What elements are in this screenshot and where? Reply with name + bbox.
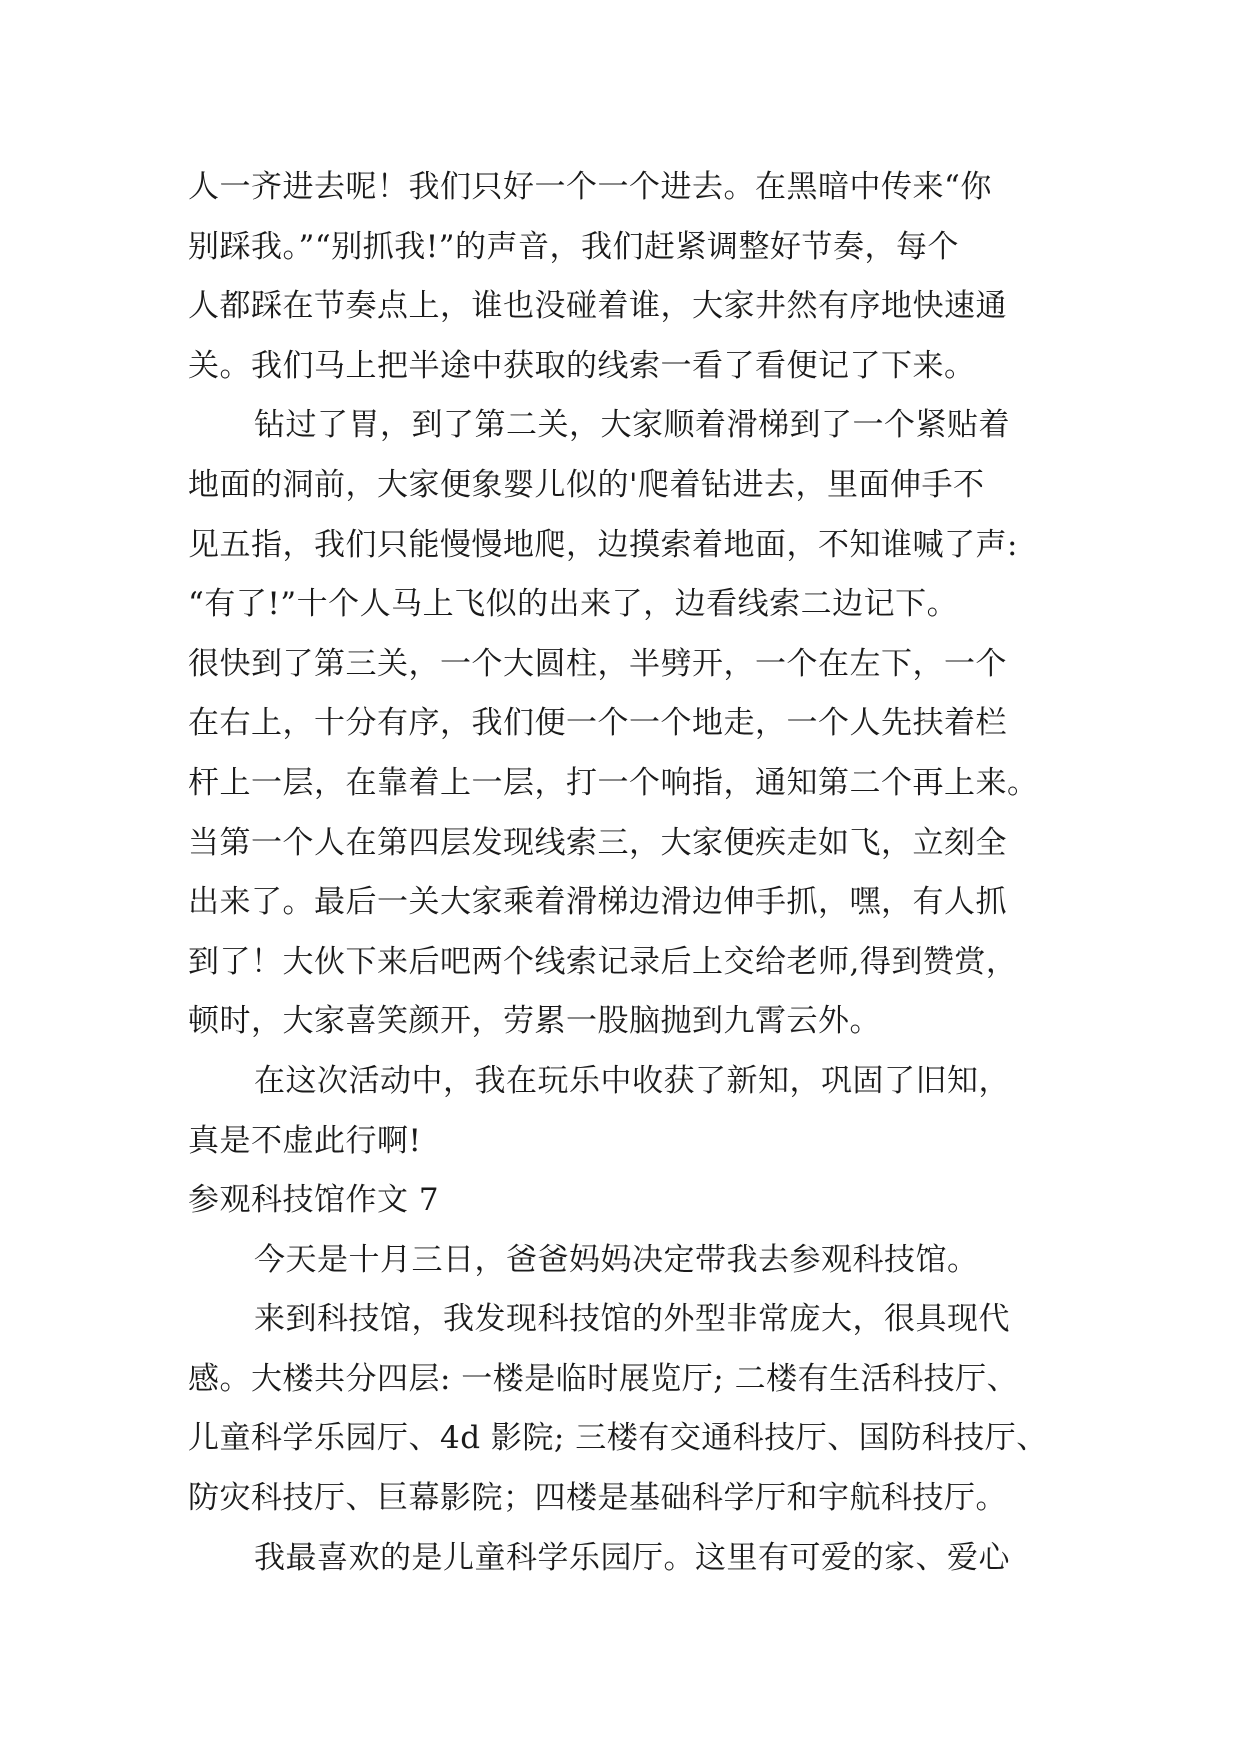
text-line: 今天是十月三日，爸爸妈妈决定带我去参观科技馆。: [254, 1241, 979, 1278]
text-line: “有了!”十个人马上飞似的出来了，边看线索二边记下。: [188, 586, 959, 623]
text-line: 见五指，我们只能慢慢地爬，边摸索着地面，不知谁喊了声:: [188, 526, 1018, 563]
text-line: 很快到了第三关，一个大圆柱，半劈开，一个在左下，一个: [188, 645, 1007, 682]
text-line: 到了！大伙下来后吧两个线索记录后上交给老师,得到赞赏，: [188, 943, 1018, 980]
section-heading: 参观科技馆作文 7: [188, 1182, 440, 1219]
text-line: 感。大楼共分四层: 一楼是临时展览厅; 二楼有生活科技厅、: [188, 1360, 1019, 1397]
text-line: 地面的洞前，大家便象婴儿似的'爬着钻进去，里面伸手不: [188, 466, 985, 503]
text-line: 关。我们马上把半途中获取的线索一看了看便记了下来。: [188, 347, 976, 384]
text-line: 在这次活动中，我在玩乐中收获了新知，巩固了旧知，: [254, 1062, 1010, 1099]
text-line: 别踩我。”“别抓我!”的声音，我们赶紧调整好节奏，每个: [188, 228, 959, 265]
text-line: 我最喜欢的是儿童科学乐园厅。这里有可爱的家、爱心: [254, 1539, 1010, 1576]
text-line: 顿时，大家喜笑颜开，劳累一股脑抛到九霄云外。: [188, 1003, 881, 1040]
text-line: 在右上，十分有序，我们便一个一个地走，一个人先扶着栏: [188, 705, 1007, 742]
text-line: 钻过了胃，到了第二关，大家顺着滑梯到了一个紧贴着: [254, 407, 1010, 444]
text-line: 儿童科学乐园厅、4d 影院; 三楼有交通科技厅、国防科技厅、: [188, 1420, 1048, 1457]
text-line: 真是不虚此行啊!: [188, 1122, 422, 1159]
text-line: 人一齐进去呢！我们只好一个一个进去。在黑暗中传来“你: [188, 169, 992, 205]
text-line: 来到科技馆，我发现科技馆的外型非常庞大，很具现代: [254, 1301, 1010, 1338]
text-line: 当第一个人在第四层发现线索三，大家便疾走如飞，立刻全: [188, 824, 1007, 861]
text-line: 杆上一层，在靠着上一层，打一个响指，通知第二个再上来。: [188, 764, 1039, 801]
text-line: 人都踩在节奏点上，谁也没碰着谁，大家井然有序地快速通: [188, 288, 1007, 325]
text-line: 出来了。最后一关大家乘着滑梯边滑边伸手抓，嘿，有人抓: [188, 884, 1007, 921]
document-body: [188, 158, 1088, 1588]
text-line: 防灾科技厅、巨幕影院；四楼是基础科学厅和宇航科技厅。: [188, 1480, 1007, 1517]
